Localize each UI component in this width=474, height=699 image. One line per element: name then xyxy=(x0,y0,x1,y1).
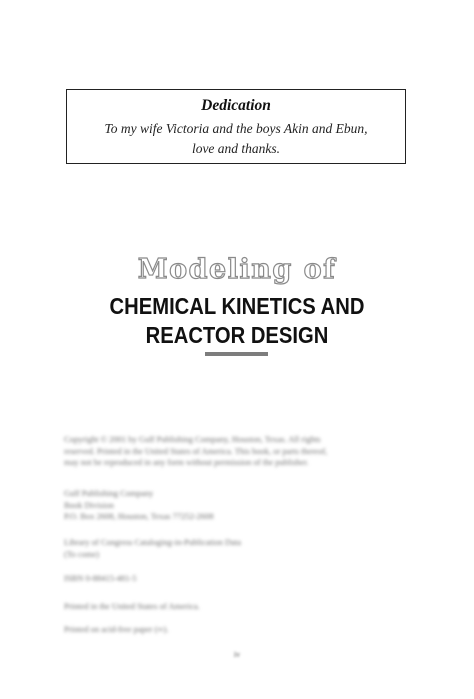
book-title-main xyxy=(33,292,441,350)
publisher-line-1: Gulf Publishing Company xyxy=(64,488,154,498)
page-number: iv xyxy=(233,650,241,659)
printed-in-usa: Printed in the United States of America. xyxy=(64,601,200,611)
dedication-line-1: To my wife Victoria and the boys Akin and Ebun, xyxy=(104,121,368,136)
cataloging-data xyxy=(64,537,414,560)
publisher-line-2: Book Division xyxy=(64,499,114,510)
copyright-line-1: Copyright © 2001 by Gulf Publishing Company, Houston, Texas. All rights xyxy=(64,434,321,444)
dedication-line-2: love and thanks. xyxy=(191,141,281,156)
isbn: ISBN 0-88415-481-5 xyxy=(64,573,137,583)
book-title-line-2: REACTOR DESIGN xyxy=(145,322,329,348)
book-title-line-1: CHEMICAL KINETICS AND xyxy=(109,293,365,319)
cataloging-line-1: Library of Congress Cataloging-in-Publication Data xyxy=(64,537,242,547)
copyright-line-2: reserved. Printed in the United States of America. This book, or parts thereof, xyxy=(64,445,328,456)
cataloging-line-2: (To come) xyxy=(64,548,100,559)
copyright-notice xyxy=(64,434,414,469)
title-underline-rule xyxy=(205,352,268,356)
printed-on-paper: Printed on acid-free paper (∞). xyxy=(64,624,169,634)
book-title-script: Modeling of xyxy=(137,254,337,285)
publisher-line-3: P.O. Box 2608, Houston, Texas 77252-2608 xyxy=(64,511,214,521)
copyright-line-3: may not be reproduced in any form without permission of the publisher. xyxy=(64,457,309,467)
dedication-title: Dedication xyxy=(201,97,271,114)
publisher-address xyxy=(64,488,414,523)
dedication-box xyxy=(66,89,406,164)
